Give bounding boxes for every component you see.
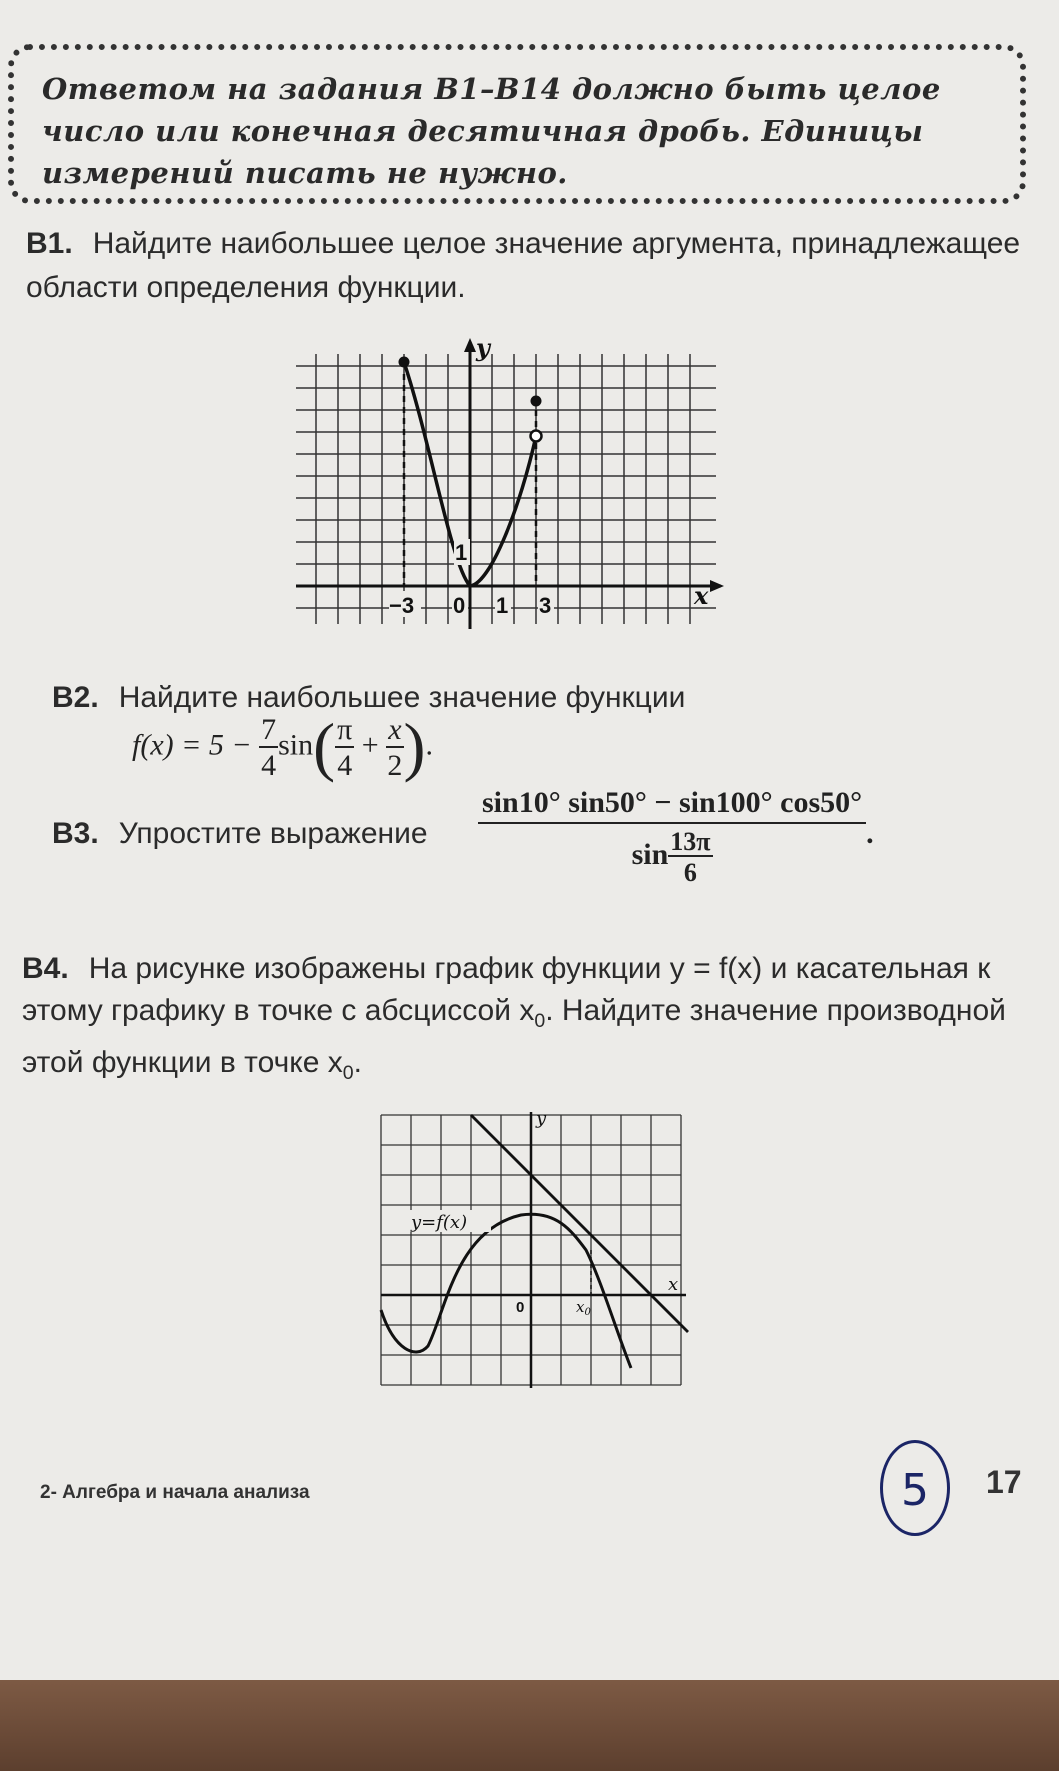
task-b4-x0-sub-2: 0 [342,1062,354,1084]
point-right-open [531,431,542,442]
handwritten-mark: 5 [880,1440,950,1536]
notice-text: Ответом на задания B1–B14 должно быть целое число или конечная десятичная дробь. Единицы измерений писать не нужно. [42,72,941,190]
x-num: x [388,713,402,746]
formula-b2-plus: + [361,728,379,762]
graph-b4 [376,1110,692,1390]
task-b3 [52,812,472,856]
task-b1-label: B1. [26,227,73,260]
task-b4 [22,948,1032,1094]
formula-b3-denominator [478,824,866,887]
graph1-tick-y1: 1 [455,540,468,565]
formula-b2-pi-frac [335,714,354,781]
pi-num: π [337,713,353,746]
graph1-y-label: y [476,334,490,362]
footer-book-title: 2- Алгебра и начала анализа [40,1482,310,1503]
task-b3-label: B3. [52,817,99,850]
coef-den: 4 [261,748,277,782]
graph1-tick-minus3: −3 [389,593,415,618]
formula-b3-den-sin: sin [631,838,669,872]
task-b4-label: B4. [22,952,69,985]
task-b4-text3: . [353,1046,362,1079]
y-axis-arrow [464,338,476,352]
graph-b1 [296,334,726,634]
formula-b3-den-frac [668,828,712,887]
graph2-y-label: y [536,1110,547,1129]
point-left-filled [399,357,410,368]
formula-b3-end: . [866,817,874,851]
task-b3-text: Упростите выражение [118,817,428,850]
task-b1 [26,222,1026,310]
task-b4-text: На рисунке изображены график функции y = f(x) и касательная к этому графику в точке с абсциссой x [22,952,991,1027]
task-b2-text: Найдите наибольшее значение функции [118,681,686,714]
formula-b2-end: . [425,728,434,762]
coef-num: 7 [261,713,277,746]
graph1-x-label: x [694,581,709,610]
formula-b3-numerator: sin10° sin50° − sin100° cos50° [478,786,866,824]
x-axis-arrow [710,580,724,592]
task-b1-text: Найдите наибольшее целое значение аргумента, принадлежащее области определения функции. [26,227,1021,304]
formula-b2: f(x) = 5 − $\frac{7}{4}$ sin( $\frac{\pi}{4}$ + $\frac{x}{2}$ ). [132,710,434,784]
den-num: 13π [670,827,711,856]
table-surface [0,1680,1059,1771]
page-number: 17 [986,1464,1022,1500]
den-den: 6 [683,858,697,888]
x-den: 2 [387,748,403,782]
task-b2-label: B2. [52,681,99,714]
formula-b3-fraction [478,786,866,887]
graph2-x-label: x [668,1274,679,1295]
task-b4-x0-sub: 0 [534,1010,546,1032]
formula-b3 [478,786,874,887]
graph2-zero: 0 [516,1299,525,1316]
formula-b2-x-frac [386,714,403,781]
formula-b2-sin: sin [278,728,314,762]
graph1-tick-1: 1 [496,593,509,618]
graph1-tick-3: 3 [539,593,552,618]
graph2-x0: $x_0$ [576,1298,591,1318]
instructions-notice [8,44,1026,204]
formula-b2-fx: f(x) = 5 − [132,728,252,762]
pi-den: 4 [337,748,353,782]
graph1-tick-0: 0 [453,593,466,618]
point-right-filled [531,396,542,407]
graph2-curve-label: y=f(x) [411,1212,468,1233]
task-b4-text2: . Найдите значение производной этой функции в точке x [22,994,1006,1079]
formula-b2-coef [259,714,278,781]
